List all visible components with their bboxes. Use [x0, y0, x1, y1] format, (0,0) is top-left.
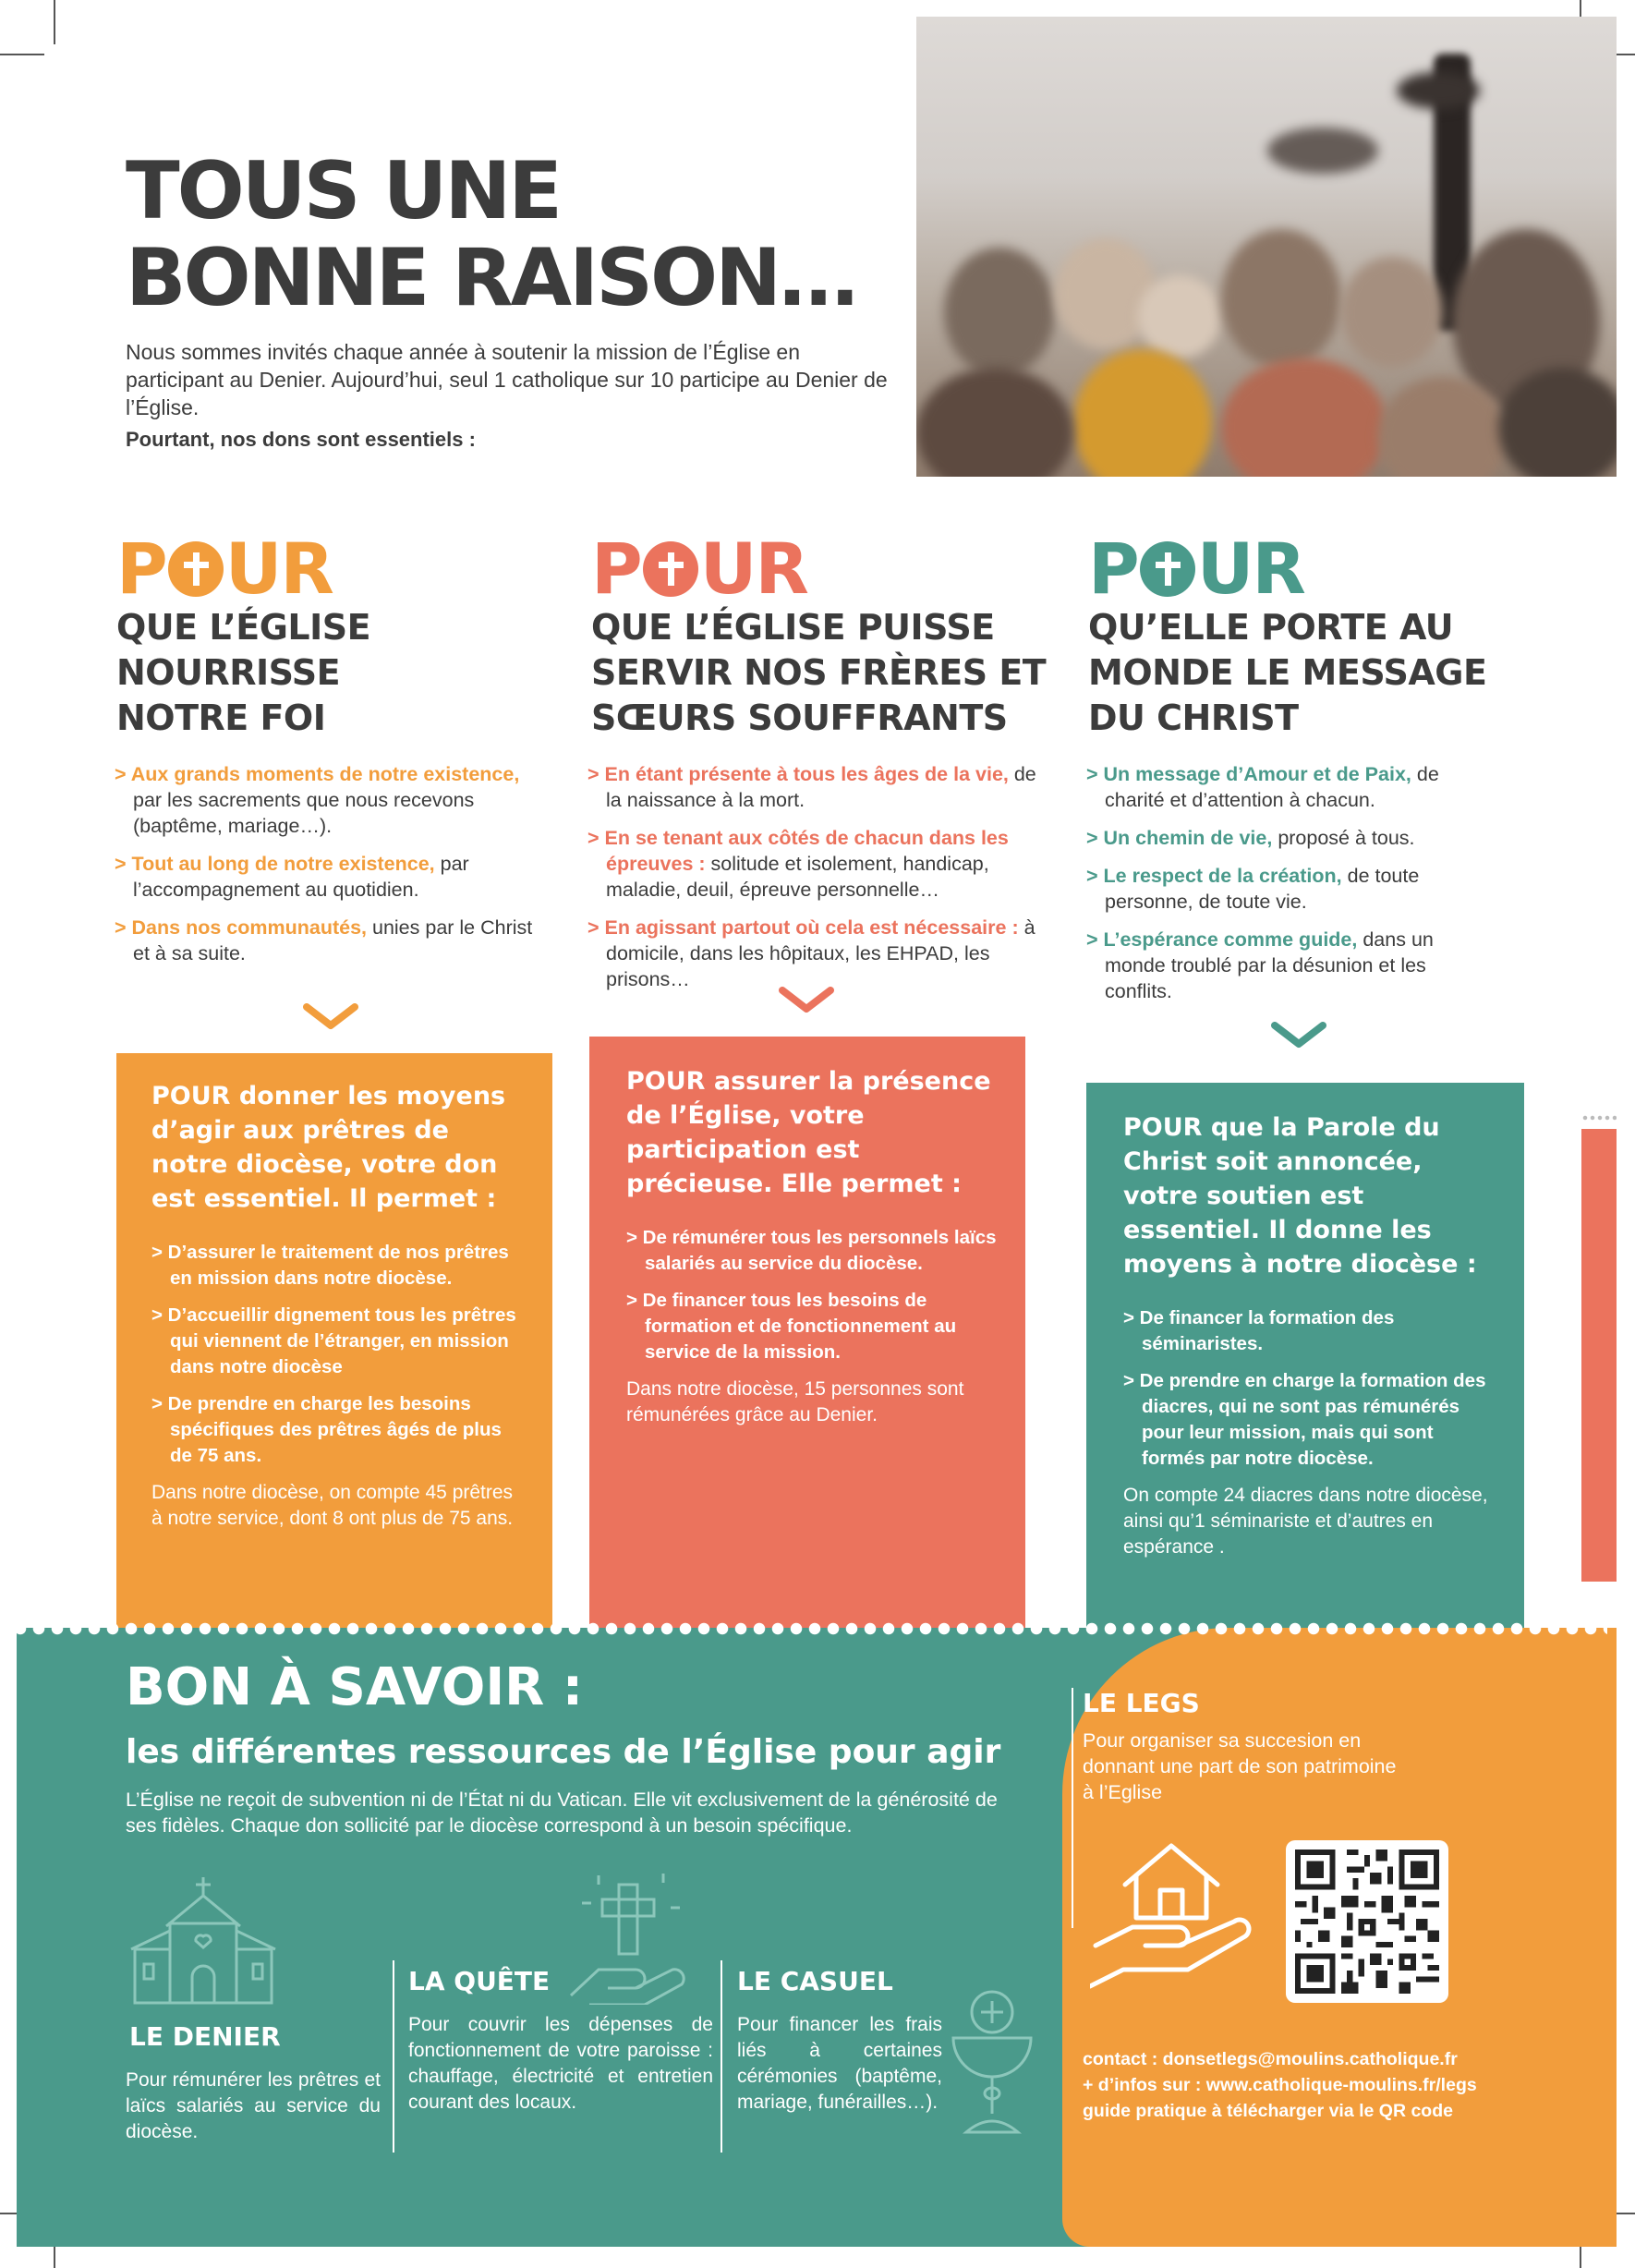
quete-title: LA QUÊTE: [408, 1966, 551, 1996]
list-item: > En étant présente à tous les âges de la vie, de la naissance à la mort.: [587, 763, 1036, 811]
support-box-3: POUR que la Parole du Christ soit annoncée, votre soutien est essentiel. Il donne les moyens à notre diocèse : > De financer la formation des séminaristes. > De prendre en charge la formation des diacres, qui ne sont pas rémunérés pour leur mission, mais qui sont formés par notre diocèse. On compte 24 diacres dans notre diocèse, ainsi qu’1 séminariste et d’autres en espérance .: [1086, 1083, 1524, 1628]
cross-o-icon: [643, 541, 698, 597]
list-item: > Le respect de la création, de toute personne, de toute vie.: [1086, 865, 1420, 913]
support-box-2: POUR assurer la présence de l’Église, votre participation est précieuse. Elle permet : > De rémunérer tous les personnels laïcs salariés au service du diocèse. > De financer tous les besoins de formation et de fonctionnement au service de la mission. Dans notre diocèse, 15 personnes sont rémunérées grâce au Denier.: [589, 1037, 1025, 1628]
casuel-title: LE CASUEL: [737, 1966, 893, 1996]
house-hand-icon: [1090, 1837, 1266, 2003]
divider-line: [721, 1960, 722, 2153]
list-item: > De prendre en charge les besoins spécifiques des prêtres âgés de plus de 75 ans.: [151, 1393, 502, 1466]
chevron-down-icon: [1271, 1022, 1326, 1049]
dotted-divider: [1581, 1113, 1617, 1122]
column-bullets-1: [115, 761, 549, 978]
bon-a-savoir-title: BON À SAVOIR :: [126, 1657, 584, 1717]
list-item: > Aux grands moments de notre existence, par les sacrements que nous recevons (baptême, mariage…).: [115, 763, 520, 837]
list-item: > Tout au long de notre existence, par l’accompagnement au quotidien.: [115, 853, 469, 901]
crop-mark: [0, 54, 44, 55]
list-item: > En se tenant aux côtés de chacun dans les épreuves : solitude et isolement, handicap, maladie, deuil, épreuve personnelle…: [587, 827, 1009, 901]
column-heading-3: QU’ELLE PORTE AU MONDE LE MESSAGE DU CHRIST: [1088, 607, 1487, 738]
legs-title: LE LEGS: [1083, 1688, 1200, 1718]
cross-o-icon: [1140, 541, 1195, 597]
divider-line: [393, 1960, 394, 2153]
quete-text: Pour couvrir les dépenses de fonctionnement de votre paroisse : chauffage, électricité et entretien courant des locaux.: [408, 2014, 713, 2113]
intro-bold: Pourtant, nos dons sont essentiels :: [126, 428, 476, 451]
list-item: > Un chemin de vie, proposé à tous.: [1086, 827, 1415, 849]
list-item: > L’espérance comme guide, dans un monde troublé par la désunion et les conflits.: [1086, 928, 1434, 1002]
page-title: TOUS UNE BONNE RAISON…: [126, 145, 856, 324]
list-item: > Dans nos communautés, unies par le Christ et à sa suite.: [115, 916, 533, 964]
cross-o-icon: [168, 541, 224, 597]
list-item: > En agissant partout où cela est nécessaire : à domicile, dans les hôpitaux, les EHPAD, les prisons…: [587, 916, 1036, 990]
congregation-photo: [916, 17, 1617, 477]
bon-a-savoir-intro: L’Église ne reçoit de subvention ni de l’État ni du Vatican. Elle vit exclusivement de la générosité de ses fidèles. Chaque don sollicité par le diocèse correspond à un besoin spécifique.: [126, 1789, 998, 1837]
church-icon: [129, 1875, 277, 2005]
denier-title: LE DENIER: [129, 2021, 281, 2052]
guide-text: guide pratique à télécharger via le QR code: [1083, 2101, 1453, 2121]
accent-bar: [1581, 1129, 1617, 1582]
list-item: > De financer tous les besoins de formation et de fonctionnement au service de la mission.: [626, 1290, 957, 1363]
column-bullets-2: [587, 761, 1049, 1004]
column-heading-2: QUE L’ÉGLISE PUISSE SERVIR NOS FRÈRES ET SŒURS SOUFFRANTS: [591, 607, 1047, 738]
contact-website[interactable]: + d’infos sur : www.catholique-moulins.fr/legs: [1083, 2075, 1477, 2095]
list-item: > D’assurer le traitement de nos prêtres en mission dans notre diocèse.: [151, 1242, 509, 1289]
bon-a-savoir-subtitle: les différentes ressources de l’Église pour agir: [126, 1733, 1001, 1771]
pour-heading-3: P UR: [1088, 528, 1304, 610]
contact-email[interactable]: contact : donsetlegs@moulins.catholique.fr: [1083, 2049, 1458, 2069]
intro-text: Nous sommes invités chaque année à soutenir la mission de l’Église en participant au Denier. Aujourd’hui, seul 1 catholique sur 10 participe au Denier de l’Église.: [126, 340, 888, 419]
divider-line: [1072, 1688, 1073, 1928]
pour-heading-2: P UR: [591, 528, 807, 610]
list-item: > De rémunérer tous les personnels laïcs salariés au service du diocèse.: [626, 1227, 997, 1274]
chevron-down-icon: [303, 1003, 358, 1031]
column-bullets-3: [1086, 761, 1484, 1016]
list-item: > D’accueillir dignement tous les prêtres qui viennent de l’étranger, en mission dans notre diocèse: [151, 1304, 516, 1377]
offering-hand-icon: [562, 1866, 700, 2005]
qr-code[interactable]: [1286, 1840, 1448, 2003]
legs-text: Pour organiser sa succesion en donnant une part de son patrimoine à l’Eglise: [1083, 1729, 1397, 1803]
support-box-1: POUR donner les moyens d’agir aux prêtres de notre diocèse, votre don est essentiel. Il permet : > D’assurer le traitement de nos prêtres en mission dans notre diocèse. > D’accueillir dignement tous les prêtres qui viennent de l’étranger, en mission dans notre diocèse > De prendre en charge les besoins spécifiques des prêtres âgés de plus de 75 ans. Dans notre diocèse, on compte 45 prêtres à notre service, dont 8 ont plus de 75 ans.: [116, 1053, 552, 1628]
dotted-divider: [11, 1622, 1607, 1635]
casuel-text: Pour financer les frais liés à certaines cérémonies (baptême, mariage, funérailles…).: [737, 2014, 942, 2113]
chalice-icon: [946, 1984, 1038, 2141]
list-item: > Un message d’Amour et de Paix, de charité et d’attention à chacun.: [1086, 763, 1439, 811]
pour-heading-1: P UR: [116, 528, 333, 610]
list-item: > De financer la formation des séminaristes.: [1123, 1307, 1395, 1354]
crop-mark: [54, 0, 55, 44]
list-item: > De prendre en charge la formation des diacres, qui ne sont pas rémunérés pour leur mission, mais qui sont formés par notre diocèse.: [1123, 1370, 1486, 1469]
chevron-down-icon: [779, 987, 834, 1014]
denier-text: Pour rémunérer les prêtres et laïcs salariés au service du diocèse.: [126, 2069, 381, 2142]
qr-code-image: [1295, 1850, 1439, 1994]
legs-contact: [1083, 2046, 1609, 2124]
column-heading-1: QUE L’ÉGLISE NOURRISSE NOTRE FOI: [116, 607, 371, 738]
